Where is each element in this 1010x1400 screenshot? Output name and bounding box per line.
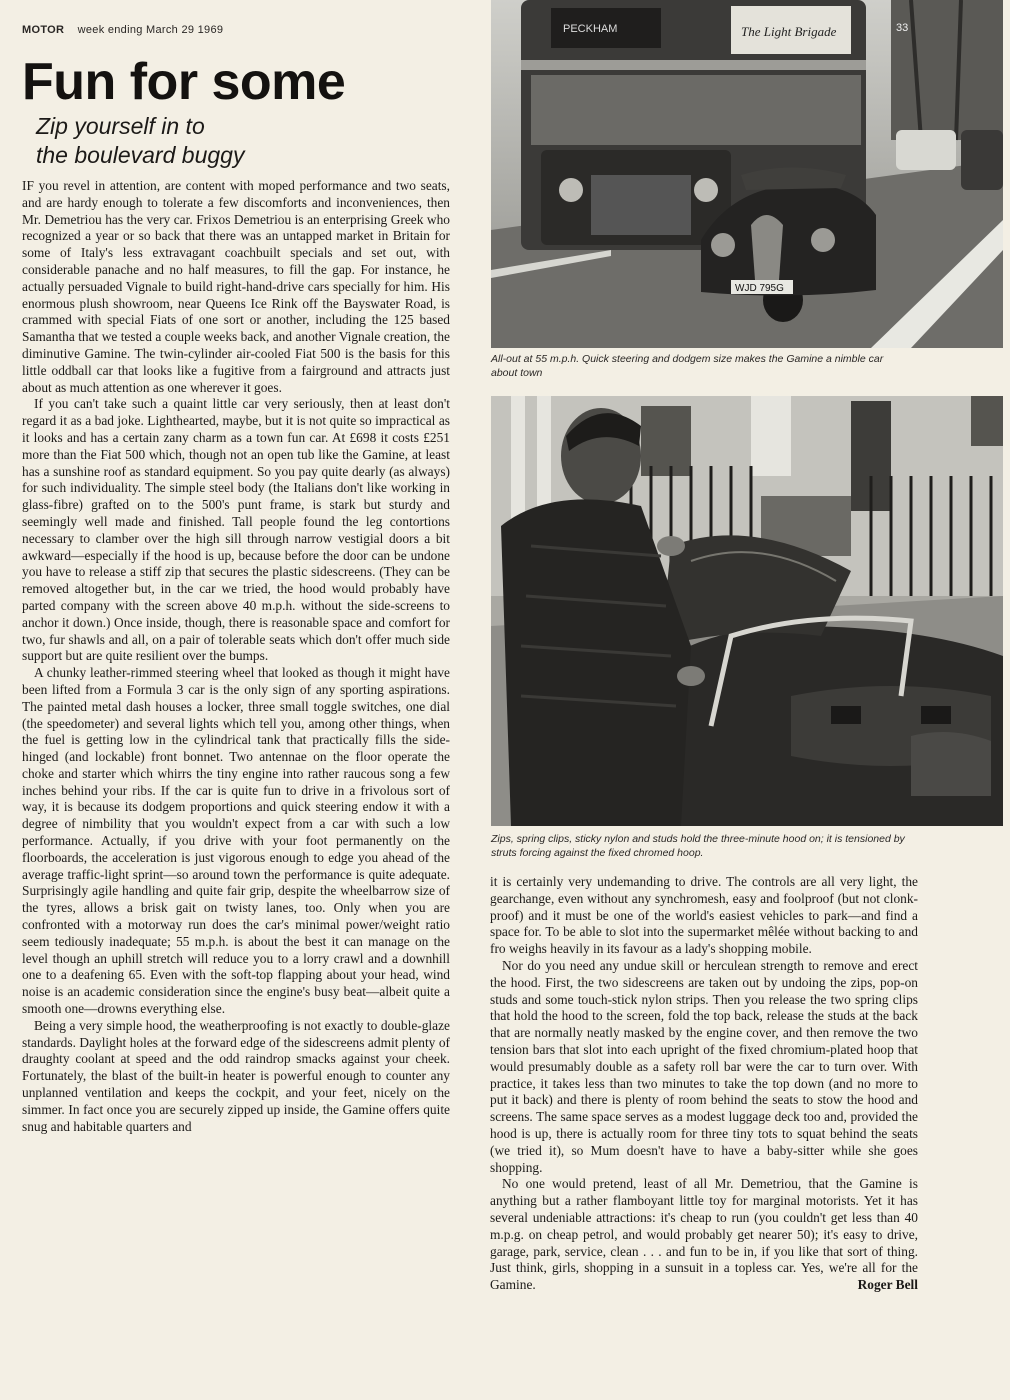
article-column-left — [22, 178, 450, 1374]
subtitle-line-1: Zip yourself in to — [36, 113, 205, 139]
photo-hood-man — [491, 396, 1003, 826]
page-header — [22, 24, 223, 36]
photo-street-bus — [491, 0, 1003, 348]
page-number: 33 — [896, 22, 909, 34]
article-title: Fun for some — [22, 53, 346, 111]
byline: Roger Bell — [857, 1277, 918, 1293]
photo1-caption: All-out at 55 m.p.h. Quick steering and dodgem size makes the Gamine a nimble car about town — [491, 353, 884, 379]
paragraph: it is certainly very undemanding to drive. The controls are all very light, the gearchange, even without any synchromesh, easy and foolproof (but not clonk-proof) and it must be one of the world's easiest vehicles to park—and find a space for. To be able to slot into the supermarket mêlée without backing to and fro weighs heavily in its favour as a lady's shopping mobile. — [490, 874, 918, 957]
paragraph: No one would pretend, least of all Mr. Demetriou, that the Gamine is anything but a rather flamboyant little toy for marginal motorists. Yet it has several undeniable attractions: it's cheap to run (you couldn't get less than 40 m.p.g. on cheap petrol, and would probably get nearer 50); it's easy to drive, garage, park, service, clean . . . and fun to be in, if you like that sort of thing. Just think, girls, shopping in a sunsuit in a topless car. Yes, we're all for the Gamine. — [490, 1176, 918, 1293]
magazine-name: MOTOR — [22, 24, 65, 36]
subtitle-line-2: the boulevard buggy — [36, 142, 245, 168]
bus-advert: The Light Brigade — [741, 24, 837, 39]
article-subtitle — [36, 112, 244, 170]
issue-date: week ending March 29 1969 — [77, 24, 224, 36]
paragraph: Nor do you need any undue skill or herculean strength to remove and erect the hood. First, the two sidescreens are taken out by undoing the zips, pop-on studs and some touch-stick nylon strips. Then you release the two spring clips that hold the hood to the screen, fold the top back, release the studs at the back that are normally neatly masked by the engine cover, and then remove the two tension bars that slot into each upright of the fixed chromium-plated hoop that would presumably double as a safety roll bar were the car to turn over. With practice, it takes less than two minutes to take the top down (and no more to put it back) and there is plenty of room behind the seats to stow the hood and screens. The same space serves as a modest luggage deck too and, provided the hood is up, there is actually room for three tiny tots to squat behind the seats (we tried it), so Mum doesn't have to have a baby-sitter while she goes shopping. — [490, 957, 918, 1175]
paragraph: Being a very simple hood, the weatherproofing is not exactly to double-glaze standards. Daylight holes at the forward edge of the sidescreens admit plenty of draughty coolant at speed and the odd raindrop smacks against your cheek. Fortunately, the blast of the built-in heater is powerful enough to counter any unplanned ventilation and keeps the cockpit, and your feet, nicely on the simmer. In fact once you are securely zipped up inside, the Gamine offers quite snug and habitable quarters and — [22, 1017, 450, 1134]
paragraph: IF you revel in attention, are content with moped performance and two seats, and are hardy enough to tolerate a few discomforts and inconveniences, then Mr. Demetriou has the very car. Frixos Demetriou is an enterprising Greek who recognized a year or so back that there was an untapped market in Britain for some of Italy's less extravagant coachbuilt specials and set out, with considerable panache and no half measures, to fill the gap. For instance, he actually persuaded Vignale to build right-hand-drive cars specially for him. His enormous plush showroom, near Queens Ice Rink off the Bayswater Road, is crammed with special Fiats of one sort or another, including the 125 based Samantha that we tested a couple weeks back, and another Vignale creation, the diminutive Gamine. The twin-cylinder air-cooled Fiat 500 is the basis for this little oddball car that looks like a fugitive from a fairground and attracts just about as much attention as one wherever it goes. — [22, 178, 450, 395]
paragraph: A chunky leather-rimmed steering wheel that looked as though it might have been lifted from a Formula 3 car is the only sign of any sporting aspirations. The painted metal dash houses a locker, three small toggle switches, one dial (the speedometer) and several lights which tell you, among other things, when the fuel is getting low in the cylindrical tank that practically fills the side-hinged (and lockable) front bonnet. Two antennae on the floor operate the choke and starter which whirrs the tiny engine into rather raucous song a few inches behind your ribs. If the car is quite fun to drive in a frivolous sort of way, it is because its dodgem proportions and quick steering endow it with a degree of nimbility that you wouldn't expect from a car with such a low performance. Actually, if you drive with your foot permanently on the floorboards, the acceleration is just vigorous enough to edge you ahead of the average traffic-light sprint—so around town the performance is quite adequate. Surprisingly agile handling and quite fair grip, despite the wheelbarrow size of the tyres, allows a brisk gait on twisty lanes, too. Only when you are confronted with a motorway run does the car's minimal power/weight ratio seem tediously inadequate; 55 m.p.h. is about the best it can manage on the level though an uphill stretch will reduce you to a lorry crawl and a downhill one to a deafening 65. Even with the soft-top flapping about your head, wind noise is an academic consideration since the engine's busy beat—albeit quite a smooth one—drowns everything else. — [22, 665, 450, 1017]
paragraph: If you can't take such a quaint little car very seriously, then at least don't regard it as a bad joke. Lighthearted, maybe, but it is not quite so impractical as it looks and has a certain zany charm as a town fun car. At £698 it costs £251 more than the Fiat 500 which, though not an open tub like the Gamine, at least has a sunshine roof as standard equipment. So you pay quite dearly (as always) for such individuality. The simple steel body (the Italians don't like working in glass-fibre) grafted on to the 500's punt frame, is stark but sturdy and seemingly well made and finished. Tall people found the leg contortions necessary to clamber over the high sill through narrow vestigial doors a bit awkward—especially if the hood is up, because before the door can be undone you have to release a stiff zip that secures the plastic sidescreens. (They can be removed altogether but, in the car we tried, the hood would probably have parted company with the screen above 40 m.p.h. without the side-screens to anchor it down.) Once inside, though, there is reasonable space and comfort for two, fur shawls and all, on a pair of tolerable seats which don't offer much side support but are quite resilient over the bumps. — [22, 396, 450, 664]
article-column-right — [490, 874, 918, 1374]
bus-destination: PECKHAM — [563, 23, 618, 35]
number-plate: WJD 795G — [735, 283, 784, 294]
photo2-caption: Zips, spring clips, sticky nylon and studs hold the three-minute hood on; it is tensioned by struts forcing against the fixed chromed hoop. — [491, 833, 905, 859]
